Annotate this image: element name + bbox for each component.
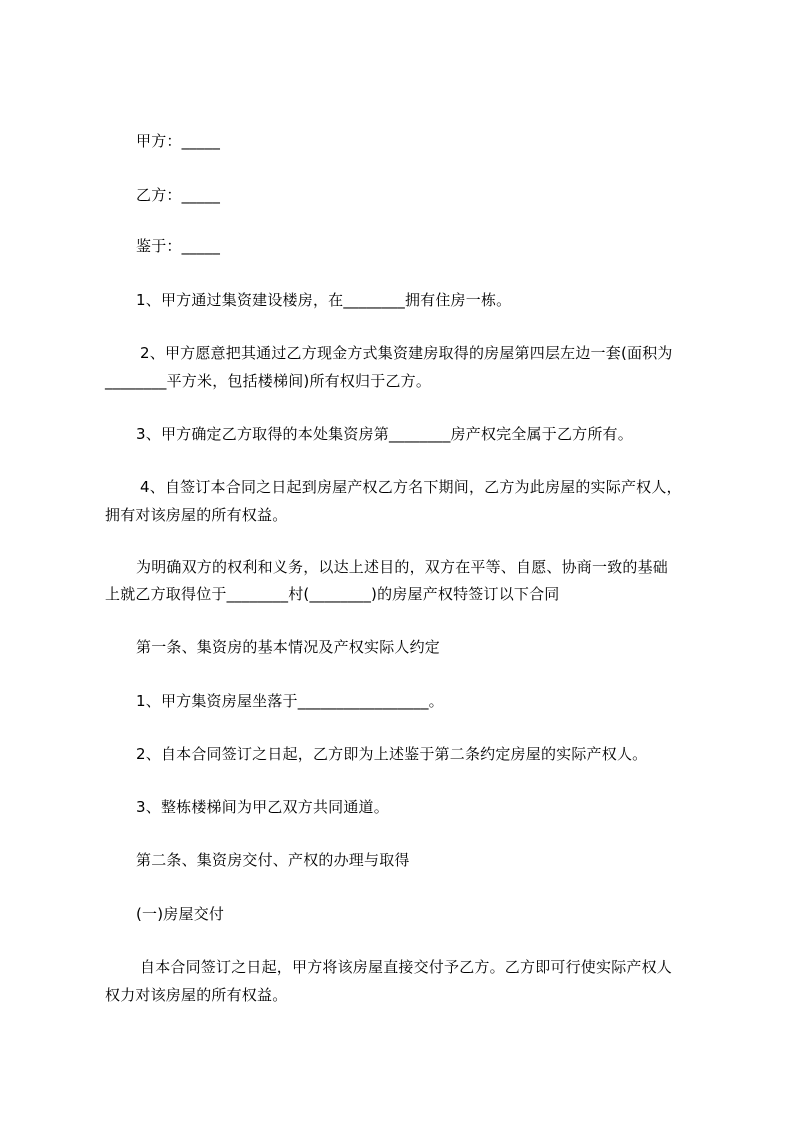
section-1-title: (一)房屋交付 [136, 905, 225, 923]
whereas-item-2-line-2: ________平方米，包括楼梯间)所有权归于乙方。 [105, 372, 432, 390]
section-1-line-1: 自本合同签订之日起，甲方将该房屋直接交付予乙方。乙方即可行使实际产权人 [140, 958, 673, 976]
article-1-item-3: 3、整栋楼梯间为甲乙双方共同通道。 [136, 798, 389, 816]
section-1-line-2: 权力对该房屋的所有权益。 [105, 986, 288, 1004]
whereas-item-4-line-2: 拥有对该房屋的所有权益。 [105, 506, 288, 524]
article-2-title: 第二条、集资房交付、产权的办理与取得 [136, 851, 410, 869]
purpose-line-1: 为明确双方的权利和义务，以达上述目的，双方在平等、自愿、协商一致的基础 [136, 558, 669, 576]
whereas-item-3: 3、甲方确定乙方取得的本处集资房第________房产权完全属于乙方所有。 [136, 425, 633, 443]
whereas-item-2-line-1: 2、甲方愿意把其通过乙方现金方式集资建房取得的房屋第四层左边一套(面积为 [140, 344, 673, 362]
whereas-line: 鉴于：_____ [136, 237, 221, 255]
article-1-item-2: 2、自本合同签订之日起，乙方即为上述鉴于第二条约定房屋的实际产权人。 [136, 745, 648, 763]
whereas-item-1: 1、甲方通过集资建设楼房，在________拥有住房一栋。 [136, 291, 512, 309]
article-1-title: 第一条、集资房的基本情况及产权实际人约定 [136, 638, 441, 656]
purpose-line-2: 上就乙方取得位于________村(________)的房屋产权特签订以下合同 [105, 585, 560, 603]
party-a-line: 甲方：_____ [136, 132, 221, 150]
party-b-line: 乙方：_____ [136, 186, 221, 204]
whereas-item-4-line-1: 4、自签订本合同之日起到房屋产权乙方名下期间，乙方为此房屋的实际产权人， [140, 478, 682, 496]
article-1-item-1: 1、甲方集资房屋坐落于_________________。 [136, 692, 444, 710]
